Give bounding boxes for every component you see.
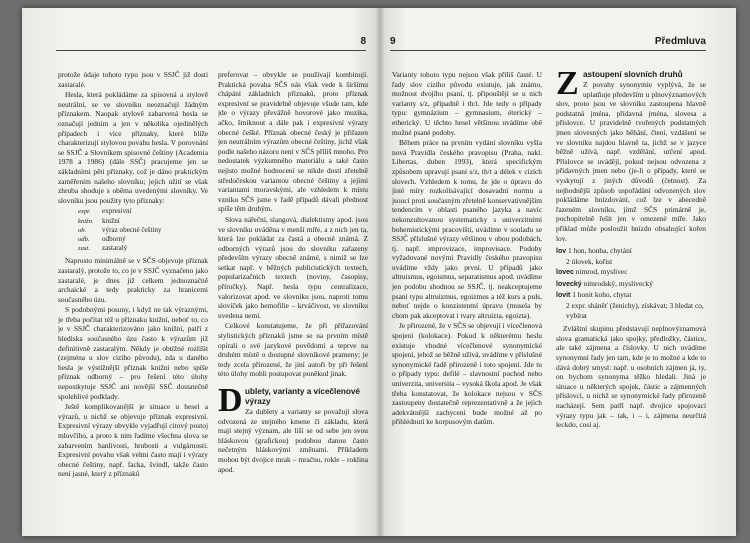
entry-text: nimrod, myslivec <box>575 267 628 277</box>
label-row <box>78 244 208 253</box>
paragraph: protože údaje tohoto typu jsou v SSJČ již dosti zastaralé. <box>58 70 208 89</box>
section-heading <box>556 70 706 244</box>
entry-headword: lovecký <box>556 280 582 288</box>
entry-sub: 2 expr. sháněť (ženichy), získávat; 3 hledat co, vybírat <box>566 301 704 320</box>
paragraph: Během práce na prvním vydání slovníku vyšla nová Pravidla českého pravopisu (Praha, nakl. Libertas, duben 1993), která specifickým způsobem upravují psaní s/z, th/t a délek v cizích slovech. Vzhledem k tomu, že jde o úpravu do jisté míry rozkolísávající dosavadní normu a jsoucí proti současným zřetelně konservativnějším tendencím v oblasti psaného jazyka a navíc nekonzultovanou systematicky s univerzitními bohemistickými pracovišti, uvádíme v souladu se SSJČ příslušné výrazy většinou v obou podobách, tj. např. improvizace, improvisace. Podoby vyžadované novými Pravidly českého pravopisu uvádíme vždy jako první. U případů jako altruismus, egoismus, separatismus apod. uvádíme jen podobu shodnou se SSJČ, tj. neakceptujeme psaní typu altruizmus, egoizmus a též kurs a puls, neboť nejde o konzistentní úpravu (musela by chom pak akceptovat i tvary altruizta, egoizta). <box>392 138 542 320</box>
dictionary-entry <box>556 279 706 290</box>
section-text: Za dublety a varianty se považují slova odvozená ze stejného kmene či základu, která mají stejný význam, ale liší se od sebe jen svou hláskovou (grafickou) podobou danou často nečetným hláskovými změnami. Příkladem mohou být dvojice mrak – mračno, rokle – roklina apod. <box>218 407 368 474</box>
label-abbr: expr. <box>78 208 91 216</box>
paragraph: S podobnými posuny, i když ne tak výraznými, je třeba počítat též u příznaku knižní, neboť to, co je v SSJČ charakterizováno jako knižní, patří z hlediska současného úzu často k výrazům již definitivně zastaralým. Někdy je obtížné rozlišit (zejména u slov cizího původu), zda u daného hesla je výstižnější příznak knižní nebo spíše příznak odborný – pro řešení této úlohy nepostkytuje SSJČ ani novější SSČ dostatečně spolehlivé podklady. <box>58 305 208 401</box>
label-abbr: knižn. <box>78 217 94 225</box>
paragraph: Naprosto minimálně se v SČS objevuje příznak zastaralý, protože to, co je v SSJČ vyznačeno jako zastaralé, je dnes již celkem jednoznačně archaické a tedy prakticky za hranicemi současného úzu. <box>58 256 208 304</box>
paragraph: Varianty tohoto typu nejsou však příliš časté. U řady slov cizího původu existuje, jak známo, možnost dvojího psaní, tj. připouštějí se u nich varianty s/z, případně i th/t. Jde tedy o případy typu: gymnázium – gymnasium, éterický – etherický. U těchto hesel většinou uvádíme obě možné psané podoby. <box>392 70 542 137</box>
paragraph: Zvláštní skupinu představují neplnovýznamová slova gramatická jako spojky, předložky, částice, ale také zájmena a číslovky. U nich uvádíme synonymní řady jen tam, kde je to možné a kde to dává dobrý smysl: např. u osobních zájmen já, ty, on bychom synonyma těžko hledali. Jiná je situace u některých spojek, částic a zájmenných příslovcí, u nichž se synonymické řady přirozeně nacházejí. Sem patří např. dvojice spojovací výrazy typu jak – tak, i – i, zájmena neurčitá leckdo, cosi aj. <box>556 324 706 430</box>
left-page-header <box>56 36 366 52</box>
drop-cap: Z <box>556 70 579 102</box>
section-title: ublety, varianty a vícečlenové výrazy <box>245 387 360 406</box>
left-column-2 <box>218 70 368 530</box>
entry-headword: lovit <box>556 292 571 300</box>
left-column-1 <box>58 70 208 530</box>
section-title: astoupení slovních druhů <box>583 70 683 79</box>
paragraph: Slova nářeční, slangová, dialektismy apod. jsou ve slovníku uváděna v menší míře, a z nich jen ta, která lze pokládat za častá a obecně známá. Z odborných výrazů jsou do slovníku zařazeny především výrazy obecně známé, s nimiž se lze setkat např. v běžných publicistických textech, popularizačních textech (noviny, časopisy, příručky). Např. hesla typu centralizace, valorizovat apod. ve slovníku jsou, naproti tomu slovíček jako hemofilie – krváčivost, ve slovníku uvedena nemí. <box>218 214 368 320</box>
entry-text: nimrodský, myslivecký <box>583 278 653 288</box>
label-desc: výraz obecné češtiny <box>102 225 162 234</box>
section-text: Z povahy synonymie vyplývá, že se uplatňuje především u plnovýznamových slov, proto jsou ve slovníku zastoupena hlavně podstatná jména, přídavná jména, slovesa a příslovce. U pravidelně tvořených podstatných jmen slovesných jako běhání, čtení, vzdášení se ve slovníku najdou hlavně ta, jichž se v jazyce běžně užívá, např. vzdělání, určení apod. Příslovce se uvádějí, pokud nejsou odvozena z přídavných jmen nebo (je-li o případy, které se vyskytují z jiných důvodů (četnost). Za nejhodnější způsob uspořádání odvozených slov pokládáme hnízdování, což lze v abecedně řazeném slovníku, jímž SČS primárně je, pochopitelně řešit jen v omezené míře. Jako příklad může posloužit hnízdo obsahující kořen lov. <box>556 80 706 243</box>
header-rule <box>390 50 706 51</box>
paragraph: Je přirozené, že v SČS se objevují i vícečlenová spojení (kolokace). Pokud k některému heslu existuje vhodné vícečlenové synonymické spojení, jehož se běžně užívá, uvádíme v příslušné synonymické řadě přirozeně i toto spojení. Jde tu o případy typu: defilé – slavnostní pochod nebo univerzita, universita – vysoká škola apod. Je však třeba konstatovat, že kolokace nejsou v SČS zastoupeny dostatečně reprezentativně a že jejich adekvátnější zachycení bude možné až po přihlédnutí ke korpusovým datům. <box>392 321 542 427</box>
label-abbr: zast. <box>78 245 90 253</box>
entry-sub: 2 úlovek, kořist <box>566 256 613 266</box>
right-page <box>380 8 736 536</box>
entry-headword: lovec <box>556 269 574 277</box>
dictionary-entry <box>556 267 706 278</box>
label-desc: expresivní <box>102 207 132 216</box>
label-abbr: odb. <box>78 235 90 243</box>
left-page <box>22 8 378 536</box>
label-row <box>78 207 208 216</box>
label-list <box>78 207 208 253</box>
right-column-1 <box>392 70 542 530</box>
page-number: 8 <box>360 36 366 47</box>
running-title: Předmluva <box>654 36 706 47</box>
label-desc: zastaralý <box>102 244 128 253</box>
header-rule <box>56 50 366 51</box>
paragraph: Celkové konstatujeme, že při přiřazování stylistických příznaků jsme se na prvním místě opírali o své jazykové povědomí a teprve na druhém místě o dostupné slovníkové prameny; je tedy zcela přirozené, že jiní autoři by při řešení této úlohy mohli postupovat poněkud jinak. <box>218 321 368 379</box>
label-desc: odborný <box>102 234 126 243</box>
label-desc: knižní <box>102 216 120 225</box>
label-row <box>78 226 208 235</box>
right-page-header <box>390 36 706 52</box>
section-heading <box>218 387 368 475</box>
dictionary-entry <box>556 246 706 266</box>
label-row <box>78 217 208 226</box>
paragraph: Hesla, která pokládáme za spisovná a stylově neutrální, se ve slovníku neoznačují žádným příznakem. Naopak stylově zabarvená hesla se označují jedním a jen v několika ojedinělých případech i více příznaky, které blíže charakterizují stylovou povahu hesla. V porovnání se SSJČ a Slovníkem spisovné češtiny (Academia 1978 a 1986) (dále SSČ) pracujeme jen se základními pěti příznaky, což je dáno praktickým zaměřením našeho slovníku; jejich užití se však zhruba shoduje s oběma uvedenými slovníky. Ve slovníku jsou použity tyto příznaky: <box>58 90 208 205</box>
dictionary-entry <box>556 290 706 320</box>
book-spread <box>22 8 736 536</box>
entry-text: 1 hon, honba, chytání <box>567 246 632 256</box>
label-row <box>78 235 208 244</box>
paragraph: preferovat – obvykle se používají kombinují. Praktická povaha SČS nás však vede k širšímu chápání základních příznaků, proto příznak expresivní se pravidelně objevuje všude tam, kde jde o výrazy převážně hovorové jako muzika, ačko, šmiknout a dále pak i expresivní výrazy obecné češké. Příznak obecné český je přiřazen jen neutrálním výrazům obecné češtiny, jichž však podle našeho názoru není v SČS příliš mnoho. Pro nedostatek výzkumného materiálu a také často nejisto možné hodnocení se nikde dosti zřetelně středočeskou variantou obecné češtiny a jejími variantami moravskými, ale vzhledem k místu vzniku SČS jsme v řadě případů dávali přednost spíše těm druhým. <box>218 70 368 214</box>
entry-text: 1 honit koho, chytat <box>572 290 632 300</box>
right-column-2 <box>556 70 706 530</box>
page-number: 9 <box>390 36 396 47</box>
entry-headword: lov <box>556 248 567 256</box>
drop-cap: D <box>218 387 243 419</box>
label-abbr: ob. <box>78 226 87 234</box>
paragraph: Ještě komplikovanější je situace u hesel a výrazů, u nichž se objevuje příznak expresivní. Expresivní výrazy obvykle vyjadřují citový postoj mluvčího, a proto k nim řadíme všechna slova se zabarvením hanlivosti, hrubosti a vulgárnosti. Expresivní povahu však velmi často mají i výrazy obecné češtiny, např. facka, švindl, takže často není jasné, který z příznaků <box>58 402 208 479</box>
